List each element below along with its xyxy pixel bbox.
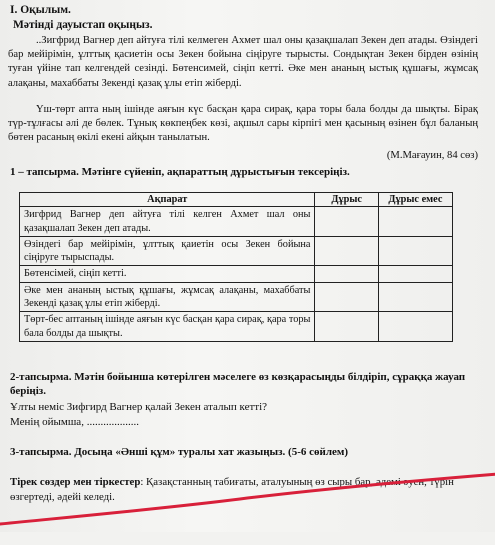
true-cell[interactable] <box>315 266 378 282</box>
task1-title-text: 1 – тапсырма. Мәтінге сүйеніп, ақпараттың дұрыстығын тексеріңіз. <box>10 166 350 178</box>
table-row <box>20 207 453 237</box>
table-header-row <box>20 193 453 207</box>
table-row <box>20 236 453 266</box>
section-title: I. Оқылым. <box>10 4 71 16</box>
false-cell[interactable] <box>378 236 452 266</box>
false-cell[interactable] <box>378 312 452 342</box>
row-statement: Әке мен ананың ыстық құшағы, жұмсақ алақаны, махаббаты Зекенді қазақ ұлы етіп жіберді. <box>20 282 315 312</box>
false-cell[interactable] <box>378 207 452 237</box>
false-cell[interactable] <box>378 266 452 282</box>
passage-text-2: Үш-төрт апта ның ішінде аяғын күс басқан қара сирақ, қара торы бала болды да шықты. Бірақ түр-тұлғасы әлі де бөлек. Тұнық көкпеңбек көзі, ақшыл сары кірпігі мен қасының өзінен бұл баланың бөтен расаның өкілі екені айқын танылатын. <box>8 104 478 144</box>
row-statement: Өзіндегі бар мейірімін, ұлттық қаиетін осы Зекен бойына сіңіруге тырыспады. <box>20 236 315 266</box>
task3-title-text: 3-тапсырма. Досыңа «Әнші құм» туралы хат жазыңыз. (5-6 сөйлем) <box>10 446 349 458</box>
support-label: Тірек сөздер мен тіркестер <box>10 476 141 488</box>
true-cell[interactable] <box>315 312 378 342</box>
task1-title <box>10 165 480 179</box>
passage-source: (М.Мағауин, 84 сөз) <box>386 150 478 161</box>
true-cell[interactable] <box>315 282 378 312</box>
task2-answer: Менің ойымша, ................... <box>10 416 139 428</box>
table-row <box>20 282 453 312</box>
row-statement: Зигфрид Вагнер деп айтуға тілі келген Ахмет шал оны қазақшалап Зекен деп атады. <box>20 207 315 237</box>
support-text: : Қазақстанның табиғаты, аталуының өз сыры бар, әдемі әуен, түрін өзгертеді, әдейі келеді. <box>10 476 454 503</box>
table-row <box>20 266 453 282</box>
true-cell[interactable] <box>315 207 378 237</box>
passage-text-1: ..Зигфрид Вагнер деп айтуға тілі келмеген Ахмет шал оны қазақшалап Зекен деп атады. Өзіндегі бар мейірімін, ұлттық қасиетін осы Зекен бойына сіңіруге тырысты. Сондықтан Зекен бірден өзінің туған үйіне тап келгендей сезінді. Бөтенсимей, сіңіп кетті. Әке мен ананың ыстық құшағы, жұмсақ алақаны, махаббаты Зекенді қазақ ұлы етіп жіберді. <box>8 35 478 89</box>
passage-paragraph-1 <box>8 34 478 91</box>
header-false: Дұрыс емес <box>378 193 452 207</box>
row-statement: Бөтенсімей, сіңіп кетті. <box>20 266 315 282</box>
true-cell[interactable] <box>315 236 378 266</box>
passage-paragraph-2 <box>8 103 478 146</box>
false-cell[interactable] <box>378 282 452 312</box>
info-table <box>19 192 453 342</box>
task2-question: Ұлты неміс Зифгирд Вагнер қалай Зекен аталып кетті? <box>10 401 268 413</box>
header-true: Дұрыс <box>315 193 378 207</box>
subtitle: Мәтінді дауыстап оқыңыз. <box>13 19 153 31</box>
red-underline-stroke <box>0 473 495 525</box>
task2-title-text: 2-тапсырма. Мәтін бойынша көтерілген мәселеге өз көзқарасыңды білдіріп, сұраққа жауап беріңіз. <box>10 371 466 397</box>
row-statement: Төрт-бес аптаның ішінде аяғын күс басқан қара сирақ, қара торы бала болды да шықты. <box>20 312 315 342</box>
header-info: Ақпарат <box>20 193 315 207</box>
table-row <box>20 312 453 342</box>
task2-title <box>10 370 480 398</box>
